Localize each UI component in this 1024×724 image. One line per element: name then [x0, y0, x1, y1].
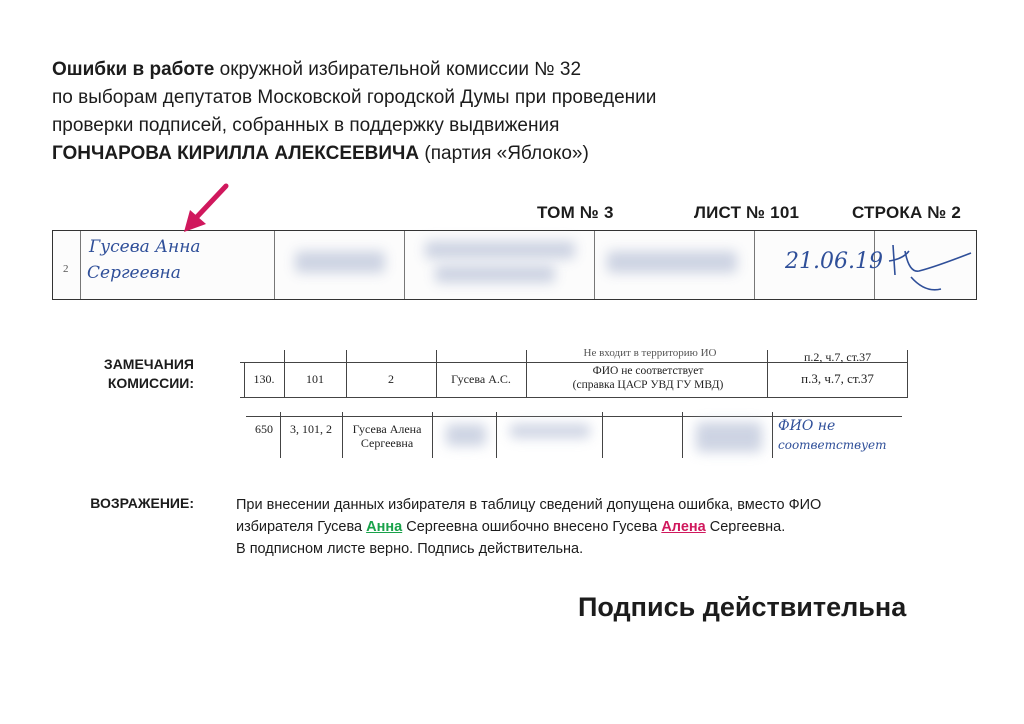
commission-table-1-scan	[240, 347, 908, 398]
blurred-address-cell	[405, 231, 595, 299]
voter-name-cell	[81, 231, 275, 299]
objection-line2: избирателя Гусева Анна Сергеевна ошибочно внесено Гусева Алена Сергеевна.	[236, 519, 786, 535]
table1-reason-2: (справка ЦАСР УВД ГУ МВД)	[572, 379, 724, 391]
row-number: 2	[63, 263, 69, 275]
commission-comments-label: ЗАМЕЧАНИЯ КОМИССИИ:	[103, 356, 194, 391]
blurred-passport-cell	[595, 231, 755, 299]
table1-article: п.3, ч.7, ст.37	[801, 371, 874, 386]
heading-line1: окружной избирательной комиссии № 32	[214, 59, 582, 80]
table2-number: 650	[255, 422, 273, 436]
wrong-name: Алена	[661, 519, 706, 535]
heading-line3: проверки подписей, собранных в поддержку выдвижения	[52, 115, 560, 136]
cut-top-text: Не входит в территорию ИО	[583, 347, 717, 359]
table2-name-2: Сергеевна	[360, 436, 414, 450]
table2-ref: 3, 101, 2	[290, 422, 332, 436]
table2-hand-note-1: ФИО не	[778, 418, 836, 434]
table1-row: 2	[388, 372, 394, 386]
table1-reason-1: ФИО не соответствует	[592, 365, 704, 377]
blurred-birth-cell	[275, 231, 405, 299]
objection-label: ВОЗРАЖЕНИЕ:	[90, 495, 194, 511]
table2-hand-note-2: соответствует	[778, 438, 887, 452]
heading-line2: по выборам депутатов Московской городской Думы при проведении	[52, 87, 657, 108]
correct-name: Анна	[366, 519, 403, 535]
volume-label: ТОМ № 3	[537, 203, 614, 222]
objection-line3: В подписном листе верно. Подпись действительна.	[236, 541, 584, 557]
verdict: Подпись действительна	[578, 592, 907, 622]
row-label: СТРОКА № 2	[852, 203, 962, 222]
table2-name-1: Гусева Алена	[352, 422, 422, 436]
candidate-name: ГОНЧАРОВА КИРИЛЛА АЛЕКСЕЕВИЧА	[52, 143, 420, 164]
handwritten-date: 21.06.19	[785, 249, 883, 274]
handwritten-name-1: Гусева Анна	[89, 237, 201, 257]
objection-text	[236, 494, 956, 560]
heading-bold-intro: Ошибки в работе	[52, 59, 215, 80]
pointer-arrow-icon	[180, 182, 232, 234]
sheet-label: ЛИСТ № 101	[694, 203, 800, 222]
voter-signature-icon	[875, 231, 976, 299]
top-article: п.2, ч.7, ст.37	[803, 350, 872, 364]
document-heading	[52, 56, 812, 168]
commission-table-2-scan	[246, 412, 902, 458]
objection-line1: При внесении данных избирателя в таблицу сведений допущена ошибка, вместо ФИО	[236, 497, 822, 513]
row-number-cell	[53, 231, 81, 299]
date-cell	[755, 231, 883, 299]
handwritten-name-2: Сергеевна	[87, 263, 181, 283]
signature-cell	[875, 231, 976, 299]
candidate-party: (партия «Яблоко»)	[419, 143, 589, 164]
table1-name: Гусева А.С.	[451, 372, 511, 386]
table1-sheet: 101	[306, 372, 324, 386]
signature-sheet-scan	[52, 230, 977, 300]
table1-number: 130.	[253, 372, 275, 386]
